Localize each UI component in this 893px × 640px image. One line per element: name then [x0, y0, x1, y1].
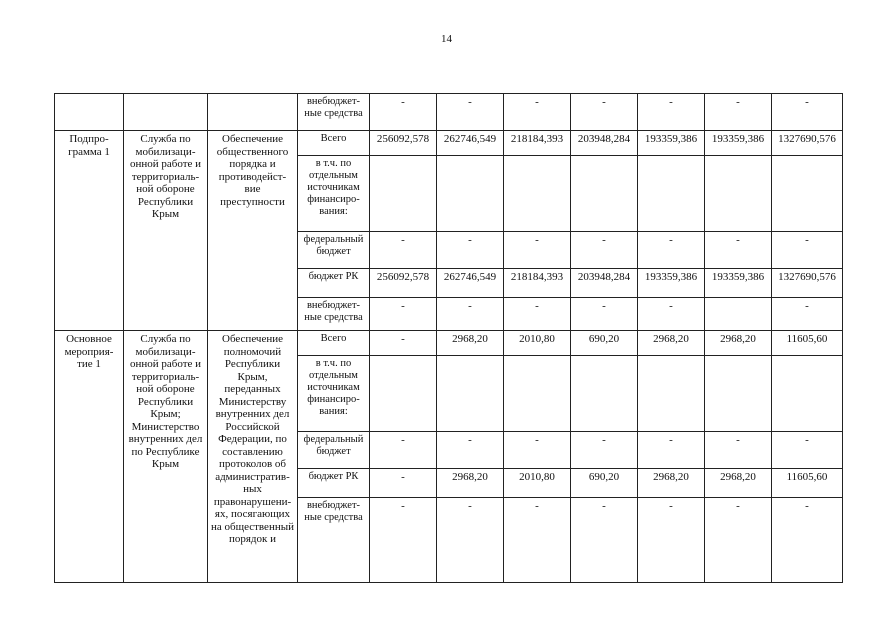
- value-cell: -: [638, 94, 705, 131]
- value-cell: [370, 156, 437, 232]
- value-cell: -: [571, 298, 638, 331]
- value-cell: -: [504, 298, 571, 331]
- value-cell: [571, 356, 638, 432]
- value-cell: 2968,20: [437, 469, 504, 498]
- value-cell: [705, 156, 772, 232]
- table-row: [55, 331, 843, 356]
- source-label: Всего: [298, 131, 370, 156]
- value-cell: -: [772, 498, 843, 583]
- source-label: бюджет РК: [298, 269, 370, 298]
- value-cell: 218184,393: [504, 269, 571, 298]
- value-cell: [437, 156, 504, 232]
- value-cell: 256092,578: [370, 269, 437, 298]
- value-cell: [370, 356, 437, 432]
- value-cell: -: [772, 432, 843, 469]
- value-cell: -: [437, 298, 504, 331]
- main-event-name: Обеспечение полномочий Республики Крым, переданных Министерству внутренних дел Российской Федерации, по составлению протоколов об административ-ных правонарушени-ях, посягающих на общественный порядок и: [208, 331, 298, 583]
- source-label: внебюджет-ные средства: [298, 298, 370, 331]
- value-cell: 11605,60: [772, 469, 843, 498]
- value-cell: 690,20: [571, 331, 638, 356]
- source-label: бюджет РК: [298, 469, 370, 498]
- value-cell: -: [370, 331, 437, 356]
- value-cell: 2968,20: [638, 469, 705, 498]
- value-cell: -: [370, 432, 437, 469]
- responsible-cell: [124, 94, 208, 131]
- value-cell: 262746,549: [437, 131, 504, 156]
- value-cell: -: [638, 498, 705, 583]
- type-cell: [55, 94, 124, 131]
- value-cell: 218184,393: [504, 131, 571, 156]
- value-cell: 256092,578: [370, 131, 437, 156]
- value-cell: -: [370, 94, 437, 131]
- source-label: внебюджет-ные средства: [298, 94, 370, 131]
- value-cell: -: [638, 432, 705, 469]
- funding-table: [54, 93, 843, 583]
- value-cell: [437, 356, 504, 432]
- value-cell: [571, 156, 638, 232]
- value-cell: -: [571, 94, 638, 131]
- value-cell: 2010,80: [504, 331, 571, 356]
- table-row: [55, 94, 843, 131]
- subprogram-type: Подпро-грамма 1: [55, 131, 124, 331]
- value-cell: -: [437, 498, 504, 583]
- value-cell: 193359,386: [638, 131, 705, 156]
- value-cell: 11605,60: [772, 331, 843, 356]
- value-cell: [772, 356, 843, 432]
- value-cell: -: [772, 232, 843, 269]
- value-cell: -: [705, 498, 772, 583]
- name-cell: [208, 94, 298, 131]
- value-cell: 690,20: [571, 469, 638, 498]
- value-cell: 2968,20: [638, 331, 705, 356]
- table-row: [55, 131, 843, 156]
- value-cell: 2968,20: [705, 469, 772, 498]
- source-label: в т.ч. по отдельным источникам финансиро-вания:: [298, 356, 370, 432]
- source-label: внебюджет-ные средства: [298, 498, 370, 583]
- value-cell: -: [370, 298, 437, 331]
- value-cell: 2010,80: [504, 469, 571, 498]
- value-cell: 193359,386: [705, 131, 772, 156]
- value-cell: 262746,549: [437, 269, 504, 298]
- value-cell: -: [504, 432, 571, 469]
- value-cell: 1327690,576: [772, 131, 843, 156]
- value-cell: 2968,20: [705, 331, 772, 356]
- value-cell: -: [705, 232, 772, 269]
- value-cell: [638, 156, 705, 232]
- source-label: федеральный бюджет: [298, 232, 370, 269]
- value-cell: -: [772, 298, 843, 331]
- value-cell: -: [504, 498, 571, 583]
- subprogram-name: Обеспечение общественного порядка и противодейст-вие преступности: [208, 131, 298, 331]
- value-cell: -: [571, 232, 638, 269]
- value-cell: [504, 156, 571, 232]
- page-number: 14: [441, 33, 452, 45]
- value-cell: -: [705, 432, 772, 469]
- value-cell: 203948,284: [571, 131, 638, 156]
- source-label: Всего: [298, 331, 370, 356]
- value-cell: 2968,20: [437, 331, 504, 356]
- value-cell: -: [571, 432, 638, 469]
- value-cell: [504, 356, 571, 432]
- value-cell: -: [437, 232, 504, 269]
- value-cell: -: [370, 498, 437, 583]
- value-cell: -: [638, 298, 705, 331]
- value-cell: -: [370, 469, 437, 498]
- value-cell: -: [504, 94, 571, 131]
- value-cell: -: [638, 232, 705, 269]
- value-cell: [772, 156, 843, 232]
- value-cell: -: [437, 432, 504, 469]
- source-label: в т.ч. по отдельным источникам финансиро-вания:: [298, 156, 370, 232]
- value-cell: 203948,284: [571, 269, 638, 298]
- value-cell: 1327690,576: [772, 269, 843, 298]
- value-cell: -: [571, 498, 638, 583]
- source-label: федеральный бюджет: [298, 432, 370, 469]
- value-cell: 193359,386: [705, 269, 772, 298]
- value-cell: -: [504, 232, 571, 269]
- main-event-type: Основное мероприя-тие 1: [55, 331, 124, 583]
- main-event-responsible: Служба по мобилизаци-онной работе и территориаль-ной обороне Республики Крым; Министерство внутренних дел по Республике Крым: [124, 331, 208, 583]
- value-cell: [705, 298, 772, 331]
- value-cell: -: [370, 232, 437, 269]
- value-cell: -: [705, 94, 772, 131]
- value-cell: -: [437, 94, 504, 131]
- subprogram-responsible: Служба по мобилизаци-онной работе и территориаль-ной обороне Республики Крым: [124, 131, 208, 331]
- value-cell: 193359,386: [638, 269, 705, 298]
- value-cell: -: [772, 94, 843, 131]
- value-cell: [638, 356, 705, 432]
- value-cell: [705, 356, 772, 432]
